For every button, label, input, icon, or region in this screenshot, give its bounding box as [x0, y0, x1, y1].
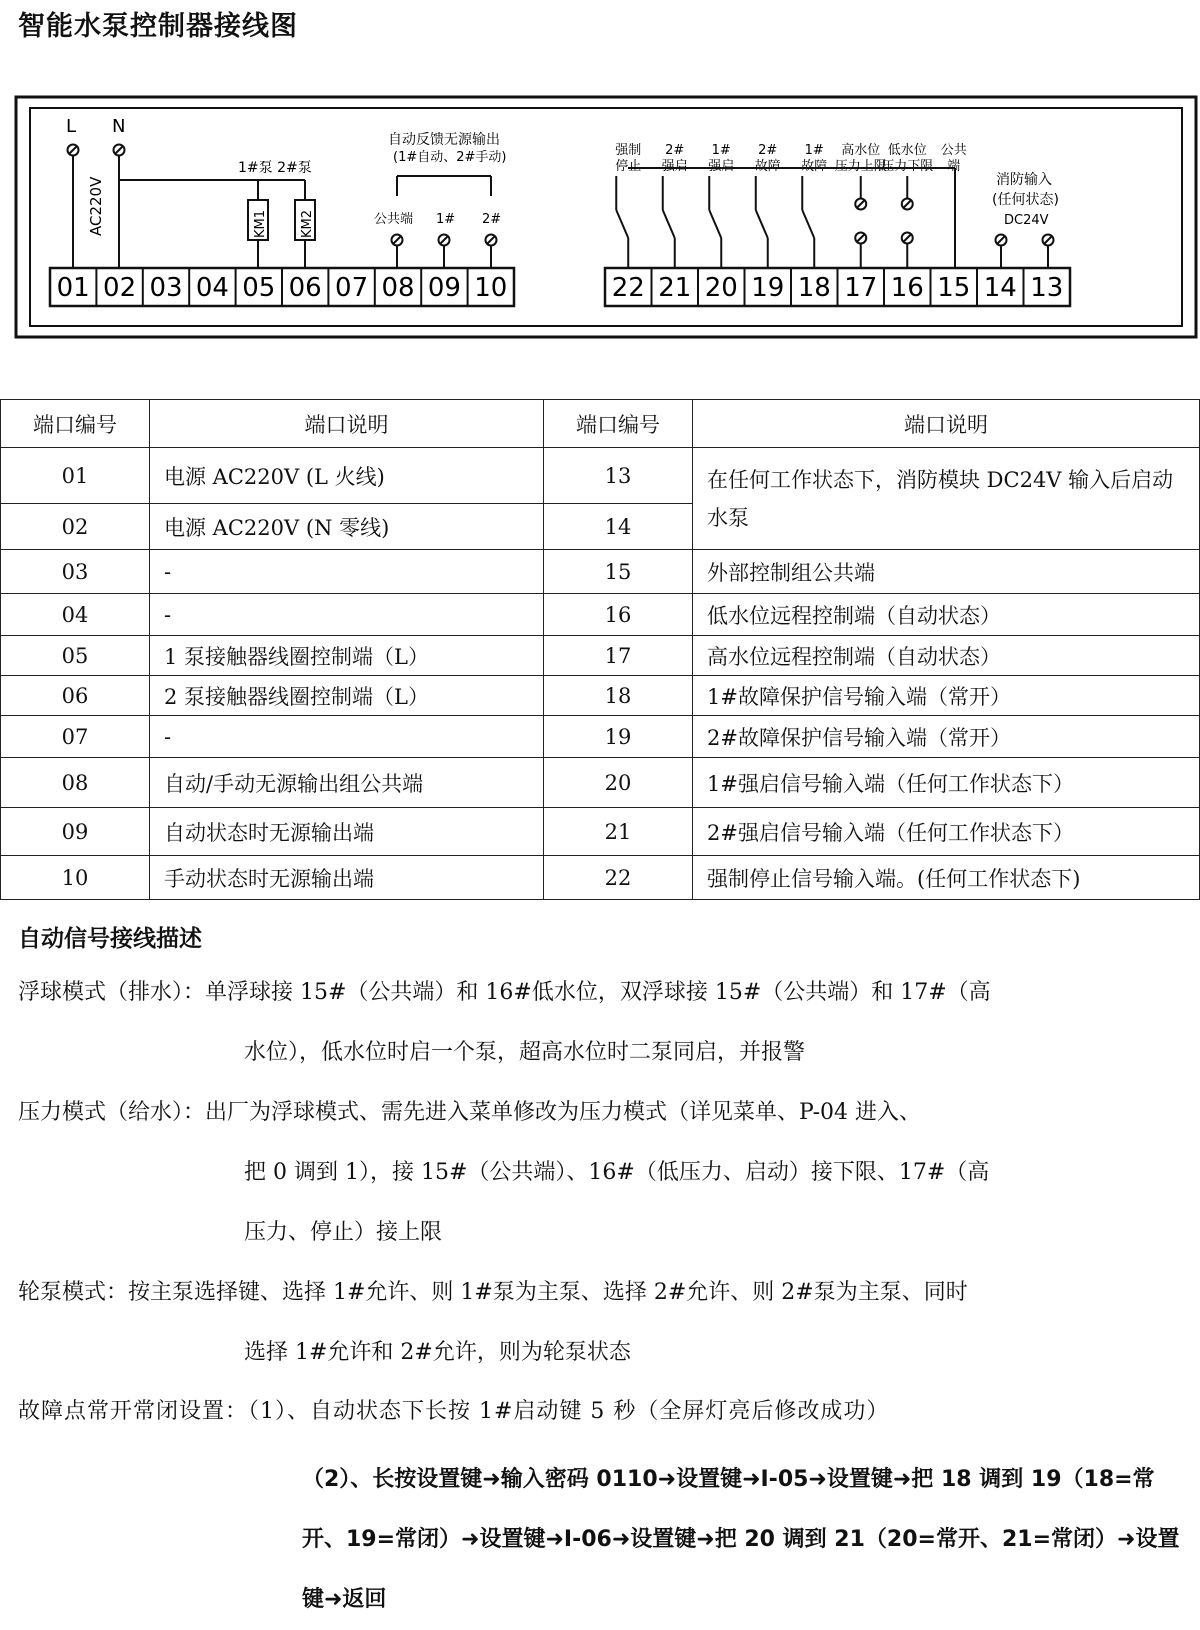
paragraph-cont: 选择 1#允许和 2#允许，则为轮泵状态: [244, 1340, 631, 1365]
fault-setting-steps: （2）、长按设置键➜输入密码 0110➜设置键➜I-05➜设置键➜把 18 调到 19（18=常开、19=常闭）➜设置键➜I-06➜设置键➜把 20 调到 21（20=常开、21=常闭）➜设置键➜返回: [302, 1467, 1180, 1612]
port-number: 01: [1, 448, 150, 504]
label-km2: KM2: [300, 209, 315, 238]
paragraph-float-mode: [18, 978, 991, 1068]
input-label-1: 1#: [804, 143, 824, 158]
terminal-number: 10: [474, 273, 508, 303]
input-label-1: 2#: [758, 143, 778, 158]
table-row: [1, 594, 1200, 636]
input-label-2: 压力上限: [834, 159, 887, 174]
terminal-number: 06: [288, 273, 322, 303]
port-description: 自动/手动无源输出组公共端: [150, 758, 544, 808]
port-description: 2#强启信号输入端（任何工作状态下）: [693, 808, 1200, 856]
table-row: [1, 448, 1200, 504]
terminal-number: 13: [1030, 273, 1064, 303]
paragraph-lead: 压力模式（给水）：出厂为浮球模式、需先进入菜单修改为压力模式（详见菜单、P-04 进入、: [18, 1100, 922, 1125]
terminal-number: 19: [751, 273, 785, 303]
terminal-number: 02: [103, 273, 137, 303]
terminal-number: 14: [983, 273, 1017, 303]
port-table: [0, 399, 1200, 900]
header-desc-left: 端口说明: [150, 400, 544, 448]
input-label-2: 故障: [801, 159, 828, 174]
port-number: 03: [1, 550, 150, 594]
port-number: 14: [544, 504, 693, 550]
terminal-number: 03: [149, 273, 183, 303]
port-description: -: [150, 550, 544, 594]
paragraph-lead: 轮泵模式：按主泵选择键、选择 1#允许、则 1#泵为主泵、选择 2#允许、则 2#泵为主泵、同时: [18, 1280, 968, 1305]
input-label-1: 高水位: [841, 143, 881, 158]
port-number: 18: [544, 676, 693, 716]
label-common-08: 公共端: [374, 212, 414, 227]
label-feedback-2: (1#自动、2#手动): [393, 150, 507, 165]
port-description: 高水位远程控制端（自动状态）: [693, 636, 1200, 676]
page-title: 智能水泵控制器接线图: [18, 11, 298, 42]
port-description: -: [150, 594, 544, 636]
terminal-number: 05: [242, 273, 276, 303]
port-number: 19: [544, 716, 693, 758]
port-number: 16: [544, 594, 693, 636]
terminal-number: 01: [56, 273, 90, 303]
input-label-1: 2#: [665, 143, 685, 158]
screw-L: [68, 145, 79, 156]
input-label-1: 低水位: [887, 143, 927, 158]
port-number: 08: [1, 758, 150, 808]
label-pumps: 1#泵 2#泵: [238, 160, 312, 176]
port-description: 1#故障保护信号输入端（常开）: [693, 676, 1200, 716]
paragraph-lead: 浮球模式（排水）：单浮球接 15#（公共端）和 16#低水位，双浮球接 15#（公共端）和 17#（高: [18, 980, 991, 1005]
terminal-number: 22: [611, 273, 645, 303]
input-label-2: 端: [947, 159, 961, 174]
port-description: 电源 AC220V (N 零线): [150, 504, 544, 550]
label-fire-2: (任何状态): [992, 192, 1059, 208]
table-row: [1, 636, 1200, 676]
switch-contact: [756, 210, 768, 238]
port-number: 21: [544, 808, 693, 856]
section-title: 自动信号接线描述: [18, 926, 202, 952]
terminal-number: 07: [335, 273, 369, 303]
port-number: 07: [1, 716, 150, 758]
table-row: [1, 808, 1200, 856]
input-label-2: 强启: [708, 159, 735, 174]
terminal-number: 04: [195, 273, 229, 303]
table-row: [1, 716, 1200, 758]
label-10: 2#: [482, 212, 502, 227]
table-row: [1, 550, 1200, 594]
port-description: 外部控制组公共端: [693, 550, 1200, 594]
port-description: 低水位远程控制端（自动状态）: [693, 594, 1200, 636]
port-number: 02: [1, 504, 150, 550]
port-description: 在任何工作状态下，消防模块 DC24V 输入后启动水泵: [693, 448, 1200, 550]
input-label-2: 故障: [754, 159, 781, 174]
input-label-2: 强启: [661, 159, 688, 174]
port-number: 13: [544, 448, 693, 504]
port-number: 10: [1, 856, 150, 900]
terminal-number: 15: [937, 273, 971, 303]
port-description: 强制停止信号输入端。(任何工作状态下): [693, 856, 1200, 900]
port-number: 22: [544, 856, 693, 900]
port-description: -: [150, 716, 544, 758]
terminal-strip-left: [50, 268, 514, 306]
input-label-1: 公共: [940, 143, 967, 158]
header-port-left: 端口编号: [1, 400, 150, 448]
terminal-number: 08: [381, 273, 415, 303]
port-number: 17: [544, 636, 693, 676]
switch-contact: [616, 210, 628, 238]
port-description: 1#强启信号输入端（任何工作状态下）: [693, 758, 1200, 808]
table-header-row: [1, 400, 1200, 448]
input-label-2: 停止: [615, 159, 642, 174]
label-L: L: [66, 116, 77, 137]
header-port-right: 端口编号: [544, 400, 693, 448]
table-row: [1, 676, 1200, 716]
fault-setting-line: 故障点常开常闭设置：（1）、自动状态下长按 1#启动键 5 秒（全屏灯亮后修改成功）: [18, 1399, 890, 1424]
paragraph-cont: 水位），低水位时启一个泵，超高水位时二泵同启，并报警: [244, 1040, 806, 1065]
terminal-number: 17: [844, 273, 878, 303]
terminal-number: 20: [704, 273, 738, 303]
paragraph-rotation-mode: [18, 1278, 968, 1368]
label-ac220v: AC220V: [87, 176, 105, 236]
port-description: 1 泵接触器线圈控制端（L）: [150, 636, 544, 676]
label-fire-3: DC24V: [1004, 213, 1049, 228]
port-number: 20: [544, 758, 693, 808]
port-number: 06: [1, 676, 150, 716]
paragraph-pressure-mode: [18, 1098, 989, 1248]
label-N: N: [112, 116, 126, 137]
wiring-diagram: [0, 88, 1200, 348]
port-description: 手动状态时无源输出端: [150, 856, 544, 900]
terminal-number: 09: [427, 273, 461, 303]
table-row: [1, 758, 1200, 808]
terminal-number: 21: [658, 273, 692, 303]
switch-contact: [802, 210, 814, 238]
port-number: 04: [1, 594, 150, 636]
port-description: 电源 AC220V (L 火线): [150, 448, 544, 504]
switch-contact: [709, 210, 721, 238]
input-label-1: 1#: [711, 143, 731, 158]
paragraph-cont: 把 0 调到 1），接 15#（公共端）、16#（低压力、启动）接下限、17#（高: [244, 1160, 990, 1185]
terminal-number: 18: [797, 273, 831, 303]
port-number: 05: [1, 636, 150, 676]
screw-N: [114, 145, 125, 156]
terminal-strip-right: [605, 268, 1070, 306]
input-label-2: 压力下限: [881, 159, 934, 174]
label-km1: KM1: [253, 209, 268, 238]
header-desc-right: 端口说明: [693, 400, 1200, 448]
port-number: 15: [544, 550, 693, 594]
input-label-1: 强制: [615, 143, 642, 158]
port-description: 2#故障保护信号输入端（常开）: [693, 716, 1200, 758]
table-row: [1, 856, 1200, 900]
paragraph-cont: 压力、停止）接上限: [244, 1220, 443, 1245]
label-fire-1: 消防输入: [996, 172, 1052, 188]
label-09: 1#: [436, 212, 456, 227]
port-number: 09: [1, 808, 150, 856]
port-description: 2 泵接触器线圈控制端（L）: [150, 676, 544, 716]
terminal-number: 16: [890, 273, 924, 303]
port-description: 自动状态时无源输出端: [150, 808, 544, 856]
switch-contact: [663, 210, 675, 238]
label-feedback-1: 自动反馈无源输出: [388, 132, 500, 148]
